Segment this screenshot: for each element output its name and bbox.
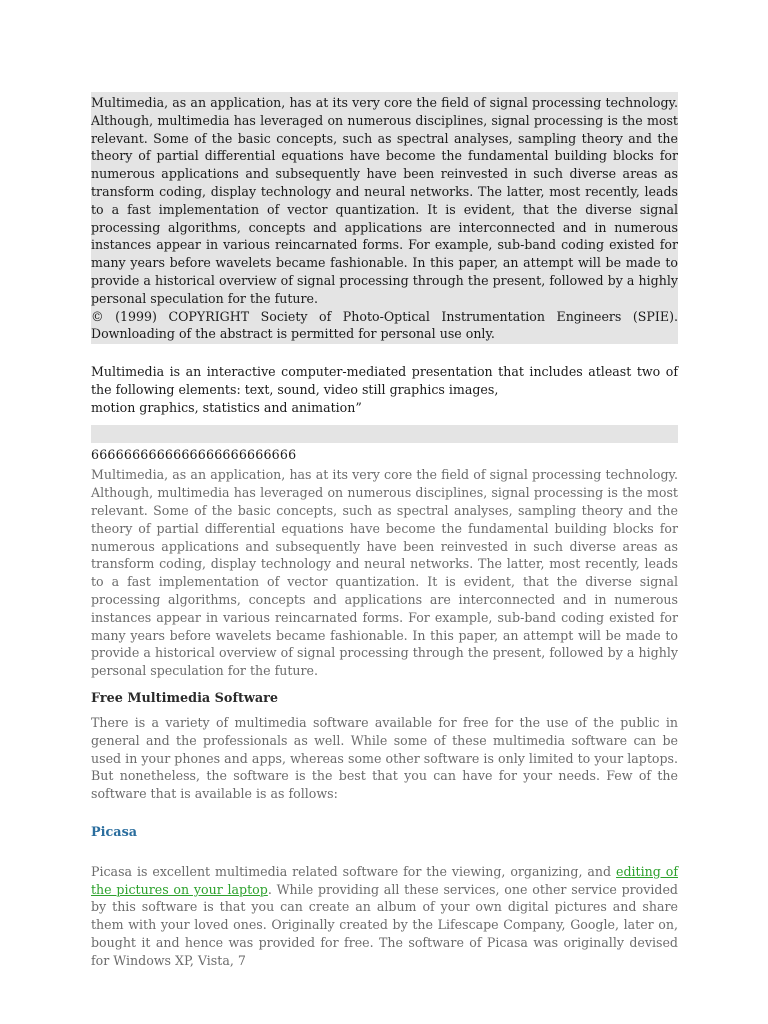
definition-line-1: Multimedia is an interactive computer-mediated presentation that includes atleast two of the following elements: text, sound, video still graphics images, — [91, 364, 678, 397]
picasa-heading: Picasa — [91, 824, 138, 840]
free-software-text: There is a variety of multimedia software available for free for the use of the public in general and the professionals as well. While some of these multimedia software can be used in your phones and apps, whereas some other software is only limited to your laptops. But nonetheless, the software is the best that you can have for your needs. Few of the software that is available is as follows: — [91, 714, 678, 802]
free-software-heading: Free Multimedia Software — [91, 690, 279, 706]
copyright-notice: © (1999) COPYRIGHT Society of Photo-Optical Instrumentation Engineers (SPIE). Downloading of the abstract is permitted for personal use only. — [91, 308, 678, 342]
repeat-abstract-text: Multimedia, as an application, has at its very core the field of signal processing technology. Although, multimedia has leveraged on numerous disciplines, signal processing is the most relevant. Some of the basic concepts, such as spectral analyses, sampling theory and the theory of partial differential equations have become the fundamental building blocks for numerous applications and subsequently have been reinvested in such diverse areas as transform coding, display technology and neural networks. The latter, most recently, leads to a fast implementation of vector quantization. It is evident, that the diverse signal processing algorithms, concepts and applications are interconnected and in numerous instances appear in various reincarnated forms. For example, sub-band coding existed for many years before wavelets became fashionable. In this paper, an attempt will be made to provide a historical overview of signal processing through the present, followed by a highly personal speculation for the future. — [91, 467, 678, 679]
abstract-block — [91, 92, 678, 344]
picasa-text — [91, 863, 678, 970]
highlight-bar — [91, 425, 678, 443]
picasa-text-start: Picasa is excellent multimedia related software for the viewing, organizing, and — [91, 863, 617, 879]
definition-block — [91, 363, 678, 416]
picasa-text-end: . While providing all these services, one other service provided by this software is that you can create an album of your own digital pictures and share them with your loved ones. Originally created by the Lifescape Company, Google, later on, bought it and hence was provided for free. The software of Picasa was originally devised for Windows XP, Vista, 7 — [91, 881, 678, 968]
editing-pictures-link[interactable]: editing of the pictures on your laptop — [91, 863, 678, 897]
abstract-text: Multimedia, as an application, has at its very core the field of signal processing technology. Although, multimedia has leveraged on numerous disciplines, signal processing is the most relevant. Some of the basic concepts, such as spectral analyses, sampling theory and the theory of partial differential equations have become the fundamental building blocks for numerous applications and subsequently have been reinvested in such diverse areas as transform coding, display technology and neural networks. The latter, most recently, leads to a fast implementation of vector quantization. It is evident, that the diverse signal processing algorithms, concepts and applications are interconnected and in numerous instances appear in various reincarnated forms. For example, sub-band coding existed for many years before wavelets became fashionable. In this paper, an attempt will be made to provide a historical overview of signal processing through the present, followed by a highly personal speculation for the future. — [91, 95, 678, 306]
repeated-digits-line: 6666666666666666666666666 — [91, 446, 297, 462]
definition-line-2: motion graphics, statistics and animation” — [91, 399, 362, 415]
